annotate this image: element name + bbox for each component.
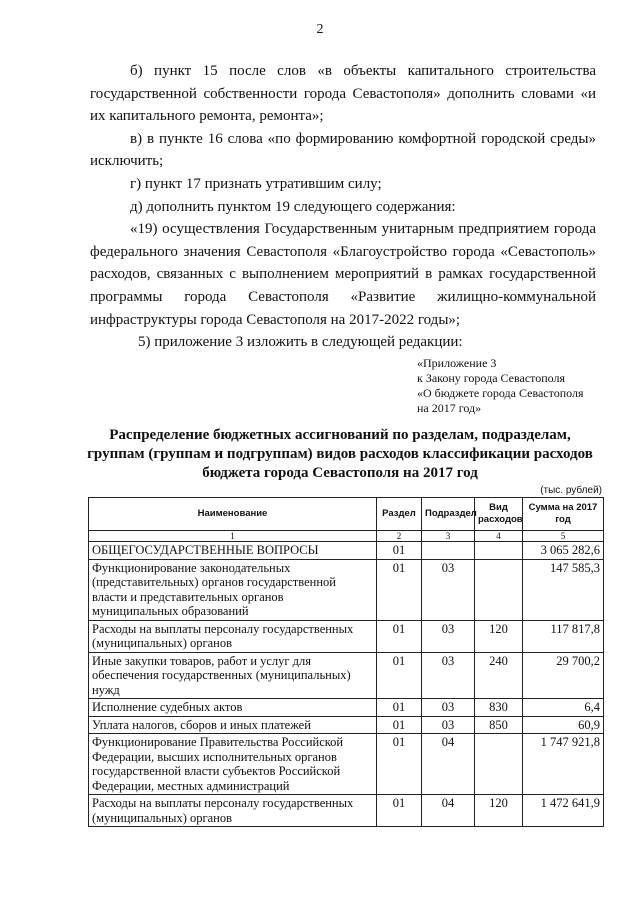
row-expense-type: 240: [475, 652, 523, 699]
row-name: Расходы на выплаты персоналу государственных (муниципальных) органов: [89, 620, 377, 652]
column-number-row: [89, 531, 604, 542]
row-section: 01: [377, 559, 422, 620]
row-subsection: 04: [422, 734, 475, 795]
table-row: [89, 542, 604, 560]
appendix-reference: [417, 356, 617, 416]
row-subsection: 03: [422, 652, 475, 699]
row-amount: 147 585,3: [523, 559, 604, 620]
paragraph-item-19: «19) осуществления Государственным унитарным предприятием города федерального значения Севастополя «Благоустройство города «Севастополь» расходов, связанных с выполнением мероприятий в рамках государственной программы города Севастополя «Развитие жилищно-коммунальной инфраструктуры города Севастополя на 2017-2022 годы»;: [90, 221, 596, 328]
row-name: Функционирование Правительства Российской Федерации, высших исполнительных органов государственной власти субъектов Российской Федерации, местных администраций: [89, 734, 377, 795]
row-name: Исполнение судебных актов: [89, 699, 377, 717]
paragraph-v: в) в пункте 16 слова «по формированию комфортной городской среды» исключить;: [90, 130, 596, 170]
header-expense-type: Вид расходов: [475, 498, 523, 531]
table-row: [89, 620, 604, 652]
column-number: 3: [422, 531, 475, 542]
header-subsection: Подраздел: [422, 498, 475, 531]
table-row: [89, 716, 604, 734]
row-expense-type: 120: [475, 795, 523, 827]
row-amount: 3 065 282,6: [523, 542, 604, 560]
units-label: (тыс. рублей): [540, 485, 602, 496]
page-number: 2: [316, 22, 324, 37]
table-row: [89, 559, 604, 620]
row-name: ОБЩЕГОСУДАРСТВЕННЫЕ ВОПРОСЫ: [89, 542, 377, 560]
row-subsection: 03: [422, 620, 475, 652]
row-subsection: [422, 542, 475, 560]
row-subsection: 03: [422, 559, 475, 620]
row-subsection: 03: [422, 716, 475, 734]
row-amount: 117 817,8: [523, 620, 604, 652]
budget-table: [88, 497, 604, 827]
row-section: 01: [377, 699, 422, 717]
row-name: Уплата налогов, сборов и иных платежей: [89, 716, 377, 734]
row-expense-type: 120: [475, 620, 523, 652]
appendix-ref-line: «О бюджете города Севастополя: [417, 386, 584, 400]
column-number: 1: [89, 531, 377, 542]
row-name: Функционирование законодательных (представительных) органов государственной власти и представительных органов муниципальных образований: [89, 559, 377, 620]
row-subsection: 03: [422, 699, 475, 717]
column-number: 4: [475, 531, 523, 542]
appendix-ref-line: «Приложение 3: [417, 356, 497, 370]
row-section: 01: [377, 620, 422, 652]
row-section: 01: [377, 716, 422, 734]
row-amount: 29 700,2: [523, 652, 604, 699]
row-name: Иные закупки товаров, работ и услуг для обеспечения государственных (муниципальных) нужд: [89, 652, 377, 699]
table-row: [89, 699, 604, 717]
row-amount: 1 747 921,8: [523, 734, 604, 795]
row-expense-type: [475, 542, 523, 560]
row-section: 01: [377, 734, 422, 795]
row-section: 01: [377, 652, 422, 699]
column-number: 5: [523, 531, 604, 542]
row-section: 01: [377, 795, 422, 827]
header-name: Наименование: [89, 498, 377, 531]
table-row: [89, 734, 604, 795]
row-subsection: 04: [422, 795, 475, 827]
row-name: Расходы на выплаты персоналу государственных (муниципальных) органов: [89, 795, 377, 827]
paragraph-d: д) дополнить пунктом 19 следующего содержания:: [130, 198, 456, 215]
header-section: Раздел: [377, 498, 422, 531]
appendix-ref-line: к Закону города Севастополя: [417, 371, 566, 385]
row-section: 01: [377, 542, 422, 560]
row-expense-type: [475, 734, 523, 795]
row-amount: 60,9: [523, 716, 604, 734]
row-expense-type: [475, 559, 523, 620]
column-number: 2: [377, 531, 422, 542]
row-expense-type: 830: [475, 699, 523, 717]
paragraph-b: б) пункт 15 после слов «в объекты капитального строительства государственной собственности города Севастополя» дополнить словами «и их капитального ремонта, ремонта»;: [90, 63, 596, 125]
paragraph-g: г) пункт 17 признать утратившим силу;: [130, 175, 382, 192]
row-amount: 6,4: [523, 699, 604, 717]
table-header-row: [89, 498, 604, 531]
appendix-ref-line: на 2017 год»: [417, 401, 482, 415]
row-amount: 1 472 641,9: [523, 795, 604, 827]
table-row: [89, 795, 604, 827]
header-amount: Сумма на 2017 год: [523, 498, 604, 531]
table-row: [89, 652, 604, 699]
row-expense-type: 850: [475, 716, 523, 734]
table-title: Распределение бюджетных ассигнований по разделам, подразделам, группам (группам и подгруппам) видов расходов классификации расходов бюджета города Севастополя на 2017 год: [87, 427, 593, 481]
paragraph-5: 5) приложение 3 изложить в следующей редакции:: [138, 334, 463, 351]
body-text: [90, 60, 596, 354]
